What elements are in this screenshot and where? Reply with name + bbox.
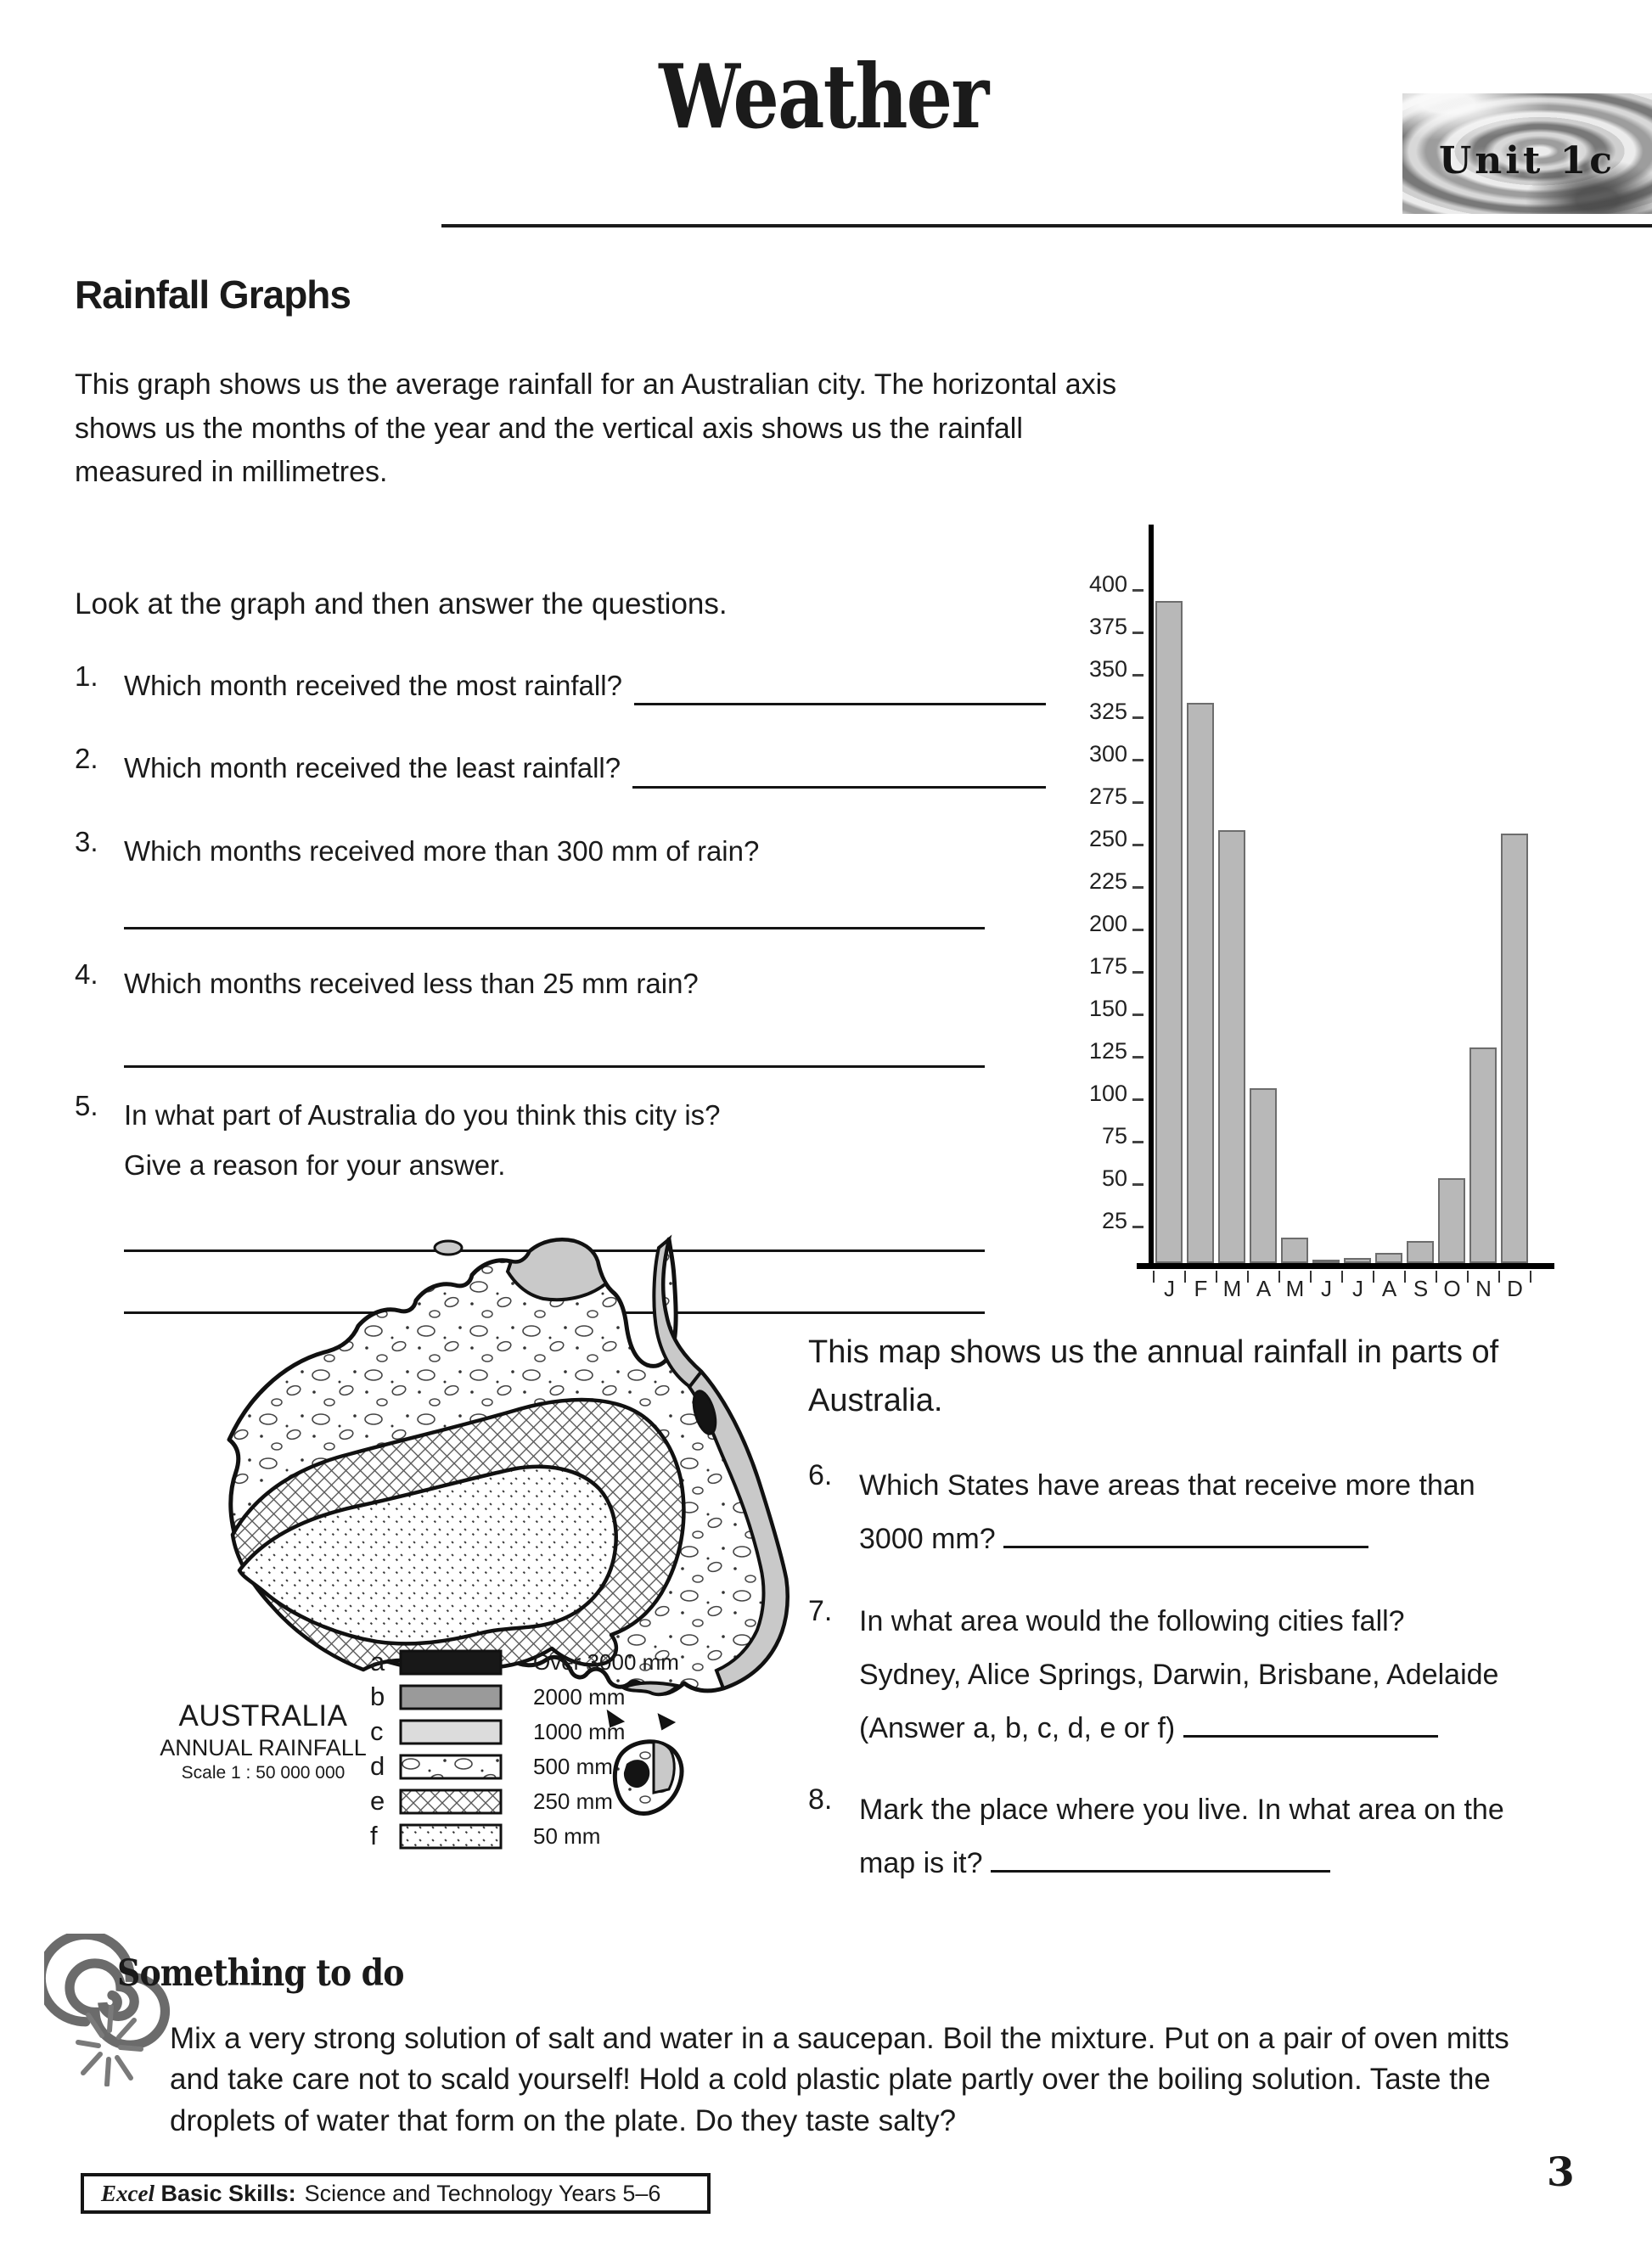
x-label-N-10: N	[1475, 1276, 1492, 1301]
chart-x-axis	[1137, 1263, 1554, 1269]
x-boundary-tick	[1216, 1271, 1217, 1283]
question-8-number: 8.	[808, 1783, 833, 1817]
question-7-text: In what area would the following cities fall?	[859, 1604, 1405, 1637]
question-6	[808, 1459, 1623, 1566]
x-label-J-5: J	[1321, 1276, 1332, 1301]
y-tick-375: 375	[1068, 614, 1143, 639]
question-1-text: Which month received the most rainfall?	[124, 670, 622, 701]
question-4-number: 4.	[75, 958, 98, 991]
bar-O-9	[1438, 1178, 1465, 1263]
legend-label-f: 50 mm	[533, 1822, 601, 1849]
map-subtitle: ANNUAL RAINFALL	[160, 1735, 367, 1760]
map-caption	[153, 1699, 374, 1783]
x-label-D-11: D	[1507, 1276, 1523, 1301]
legend-key-b: b	[370, 1682, 385, 1711]
bar-A-3	[1250, 1088, 1277, 1263]
x-label-J-0: J	[1164, 1276, 1175, 1301]
x-label-A-3: A	[1256, 1276, 1272, 1301]
intro-paragraph: This graph shows us the average rainfall for an Australian city. The horizontal axis shows us the months of the year and the vertical axis shows us the rainfall measured in millimetres.	[75, 368, 1117, 489]
question-5-number: 5.	[75, 1089, 98, 1121]
x-label-S-8: S	[1413, 1276, 1429, 1301]
legend-key-e: e	[370, 1786, 385, 1816]
y-tick-300: 300	[1068, 741, 1143, 766]
y-tick-50: 50	[1068, 1165, 1143, 1191]
map-scale: Scale 1 : 50 000 000	[181, 1763, 346, 1783]
answer-blank-q6[interactable]	[1003, 1517, 1368, 1548]
y-tick-225: 225	[1068, 868, 1143, 894]
bar-N-10	[1469, 1047, 1497, 1263]
chart-month-labels	[1154, 1271, 1544, 1308]
y-tick-25: 25	[1068, 1208, 1143, 1233]
y-tick-350: 350	[1068, 656, 1143, 682]
y-tick-125: 125	[1068, 1038, 1143, 1064]
x-boundary-tick	[1153, 1271, 1155, 1283]
legend-swatch-1000	[399, 1719, 503, 1745]
legend-row-c	[370, 1715, 679, 1749]
question-8-text: Mark the place where you live. In what area on the map is it?	[859, 1794, 1504, 1880]
legend-swatch-500	[399, 1754, 503, 1780]
x-boundary-tick	[1278, 1271, 1280, 1283]
question-2	[75, 743, 1053, 793]
x-boundary-tick	[1467, 1271, 1469, 1283]
x-boundary-tick	[1530, 1271, 1531, 1283]
x-label-F-1: F	[1194, 1276, 1208, 1301]
footer-subject: Science and Technology Years 5–6	[304, 2180, 661, 2206]
question-7-answer-hint: (Answer a, b, c, d, e or f)	[859, 1711, 1176, 1744]
y-tick-250: 250	[1068, 826, 1143, 851]
answer-blank-q2[interactable]	[632, 743, 1046, 788]
x-boundary-tick	[1341, 1271, 1343, 1283]
x-label-M-2: M	[1222, 1276, 1242, 1301]
bar-M-4	[1281, 1238, 1308, 1263]
question-5	[75, 1090, 1053, 1191]
question-5-text-2: Give a reason for your answer.	[124, 1148, 506, 1181]
question-6-number: 6.	[808, 1459, 833, 1491]
unit-badge	[1402, 93, 1652, 214]
legend-swatch-over-3000	[399, 1649, 503, 1676]
bar-A-7	[1375, 1253, 1402, 1263]
answer-blank-q1[interactable]	[634, 660, 1046, 705]
question-1	[75, 660, 1053, 710]
question-7-number: 7.	[808, 1594, 833, 1627]
chart-bars	[1154, 516, 1544, 1263]
footer-series: Basic Skills:	[160, 2180, 296, 2206]
legend-label-e: 250 mm	[533, 1788, 613, 1814]
bar-M-2	[1218, 830, 1245, 1263]
legend-label-a: Over 3000 mm	[533, 1648, 679, 1675]
something-to-do-text: Mix a very strong solution of salt and water in a saucepan. Boil the mixture. Put on a pair of oven mitts and take care not to scald yourself! Hold a cold plastic plate partly over the boiling solution. Taste the droplets of water that form on the plate. Do they taste salty?	[170, 2022, 1509, 2137]
legend-key-f: f	[370, 1821, 378, 1850]
legend-row-d	[370, 1749, 679, 1783]
y-tick-100: 100	[1068, 1081, 1143, 1106]
y-tick-150: 150	[1068, 996, 1143, 1021]
legend-label-c: 1000 mm	[533, 1718, 626, 1744]
page-title: Weather	[659, 44, 988, 149]
x-boundary-tick	[1247, 1271, 1249, 1283]
answer-blank-q8[interactable]	[991, 1841, 1330, 1873]
question-3-text: Which months received more than 300 mm of rain?	[124, 834, 760, 867]
answer-blank-q4[interactable]	[124, 1058, 985, 1068]
instruction-text: Look at the graph and then answer the questions.	[75, 587, 728, 620]
question-6-text: Which States have areas that receive more than 3000 mm?	[859, 1469, 1475, 1555]
question-7	[808, 1595, 1623, 1755]
map-legend	[370, 1645, 679, 1854]
y-tick-175: 175	[1068, 953, 1143, 979]
burst-icon	[75, 2005, 148, 2086]
bar-F-1	[1187, 703, 1214, 1263]
legend-swatch-250	[399, 1788, 503, 1815]
page-number: 3	[1547, 2149, 1575, 2196]
question-3	[75, 826, 1053, 876]
question-8	[808, 1783, 1623, 1890]
x-boundary-tick	[1498, 1271, 1500, 1283]
x-boundary-tick	[1310, 1271, 1312, 1283]
legend-row-b	[370, 1680, 679, 1714]
x-label-A-7: A	[1381, 1276, 1397, 1301]
question-5-text: In what part of Australia do you think this city is?	[124, 1098, 721, 1131]
something-to-do-heading: Something to do	[117, 1952, 404, 1995]
legend-row-f	[370, 1819, 679, 1853]
rainfall-bar-chart	[1023, 516, 1617, 1331]
y-tick-400: 400	[1068, 571, 1143, 597]
bar-J-0	[1155, 601, 1183, 1263]
bar-S-8	[1407, 1241, 1434, 1263]
bar-D-11	[1501, 834, 1528, 1263]
x-boundary-tick	[1373, 1271, 1374, 1283]
legend-row-e	[370, 1784, 679, 1818]
y-tick-75: 75	[1068, 1123, 1143, 1148]
legend-label-b: 2000 mm	[533, 1683, 626, 1710]
x-label-M-4: M	[1285, 1276, 1305, 1301]
map-title: AUSTRALIA	[178, 1699, 348, 1732]
answer-blank-q3[interactable]	[124, 920, 985, 929]
footer-brand: Excel	[101, 2180, 155, 2206]
answer-blank-q7[interactable]	[1183, 1706, 1438, 1738]
question-2-text: Which month received the least rainfall?	[124, 752, 621, 784]
question-7-cities: Sydney, Alice Springs, Darwin, Brisbane, Adelaide	[859, 1658, 1499, 1691]
y-tick-325: 325	[1068, 699, 1143, 724]
legend-row-a	[370, 1645, 679, 1679]
legend-swatch-50	[399, 1823, 503, 1850]
section-heading: Rainfall Graphs	[75, 272, 351, 317]
legend-label-d: 500 mm	[533, 1753, 613, 1779]
questions-column	[75, 587, 1053, 1314]
unit-badge-label: Unit 1c	[1438, 138, 1616, 182]
map-island-north	[435, 1241, 462, 1255]
legend-swatch-2000	[399, 1684, 503, 1710]
header-rule	[441, 224, 1652, 227]
y-tick-200: 200	[1068, 911, 1143, 936]
x-label-O-9: O	[1443, 1276, 1461, 1301]
question-3-number: 3.	[75, 825, 98, 857]
legend-key-c: c	[370, 1716, 384, 1746]
legend-key-d: d	[370, 1751, 385, 1781]
y-tick-275: 275	[1068, 783, 1143, 809]
x-boundary-tick	[1404, 1271, 1406, 1283]
footer-series-box	[81, 2173, 711, 2214]
question-4	[75, 958, 1053, 1008]
legend-key-a: a	[370, 1647, 385, 1676]
map-intro-text: This map shows us the annual rainfall in parts of Australia.	[808, 1334, 1499, 1418]
question-1-number: 1.	[75, 660, 98, 692]
x-boundary-tick	[1436, 1271, 1437, 1283]
x-label-J-6: J	[1352, 1276, 1363, 1301]
map-zone-gray-top-end	[508, 1240, 606, 1300]
x-boundary-tick	[1184, 1271, 1186, 1283]
question-2-number: 2.	[75, 743, 98, 775]
map-questions-column	[808, 1328, 1623, 1919]
question-4-text: Which months received less than 25 mm rain?	[124, 968, 699, 1000]
